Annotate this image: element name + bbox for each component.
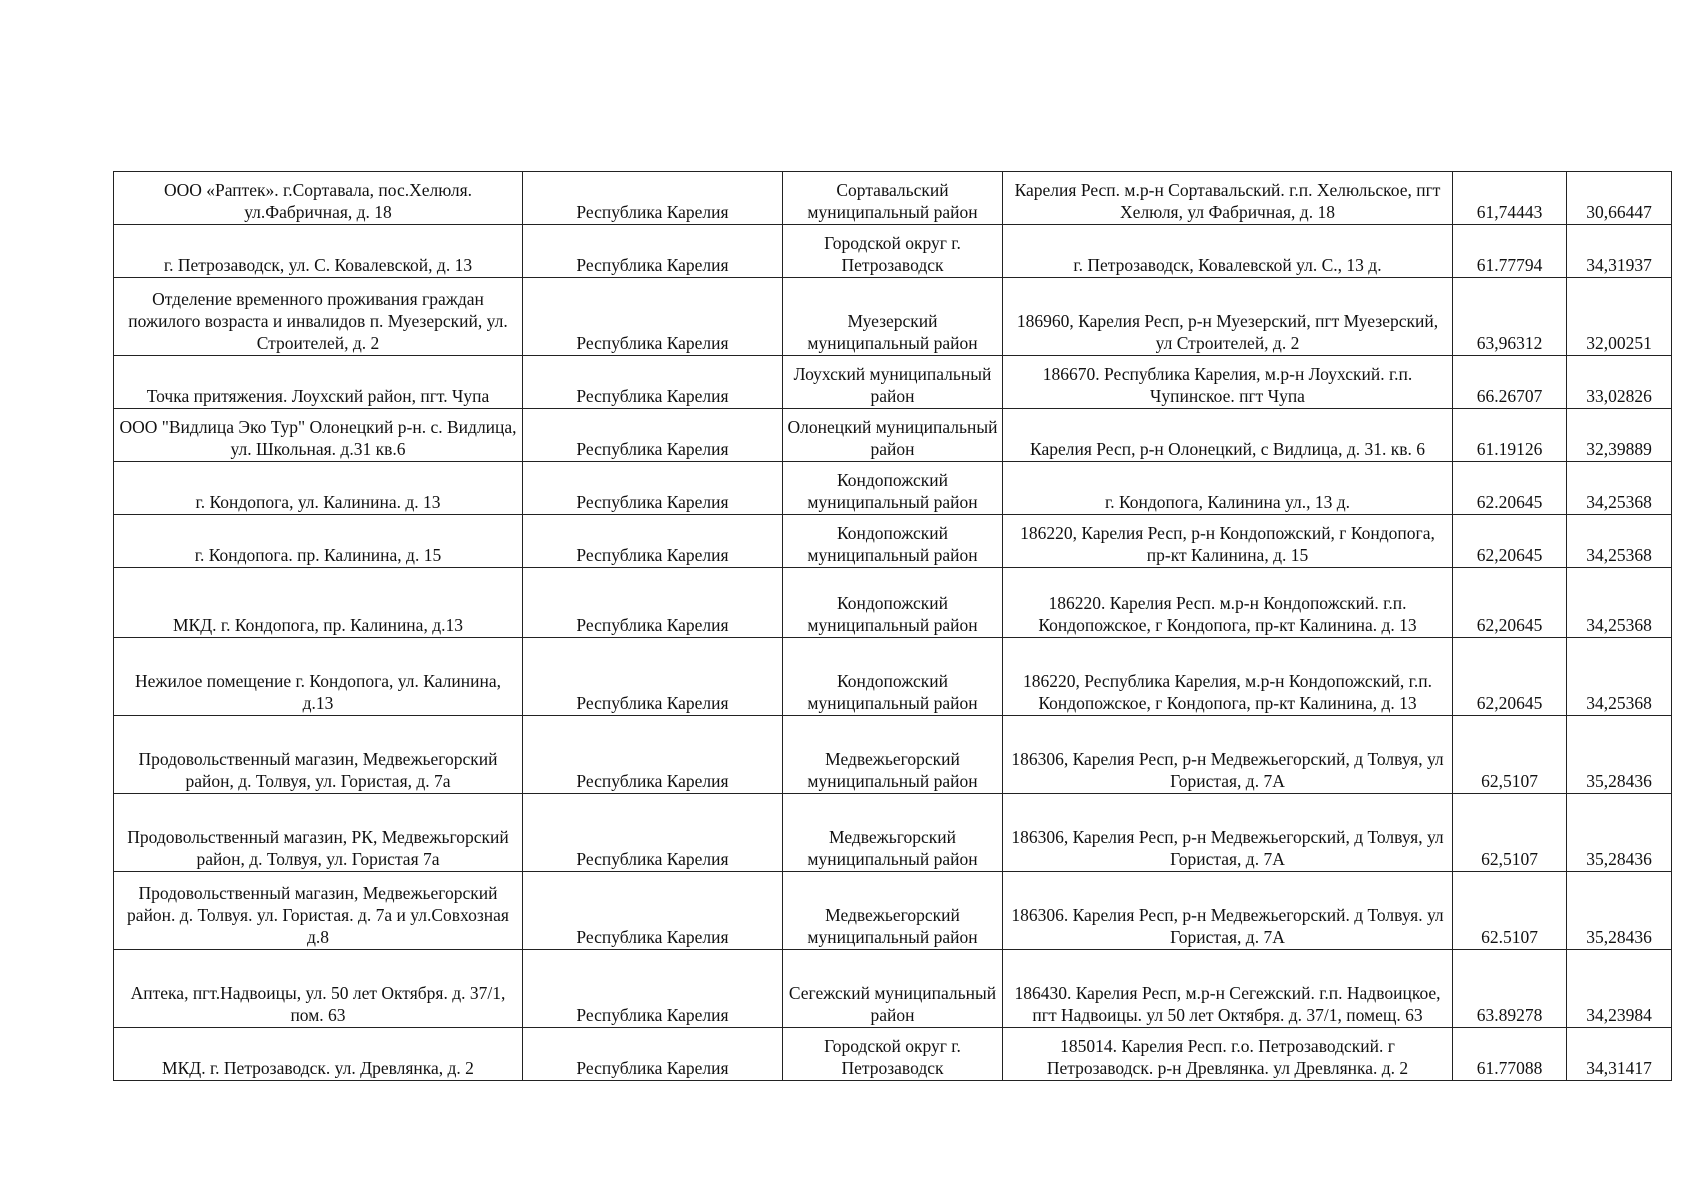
cell-latitude: 63,96312 xyxy=(1453,278,1567,356)
cell-latitude: 61.19126 xyxy=(1453,409,1567,462)
table-row xyxy=(114,794,1672,872)
cell-address: 186306. Карелия Респ, р-н Медвежьегорский. д Толвуя. ул Гористая, д. 7А xyxy=(1003,872,1453,950)
cell-longitude: 32,00251 xyxy=(1567,278,1672,356)
cell-region: Республика Карелия xyxy=(523,950,783,1028)
cell-district: Сортавальский муниципальный район xyxy=(783,172,1003,225)
cell-district: Кондопожский муниципальный район xyxy=(783,515,1003,568)
cell-longitude: 32,39889 xyxy=(1567,409,1672,462)
cell-longitude: 34,31937 xyxy=(1567,225,1672,278)
cell-name: г. Кондопога. пр. Калинина, д. 15 xyxy=(114,515,523,568)
cell-longitude: 34,31417 xyxy=(1567,1028,1672,1081)
cell-address: Карелия Респ. м.р-н Сортавальский. г.п. Хелюльское, пгт Хелюля, ул Фабричная, д. 18 xyxy=(1003,172,1453,225)
cell-latitude: 63.89278 xyxy=(1453,950,1567,1028)
cell-latitude: 62,5107 xyxy=(1453,716,1567,794)
table-row xyxy=(114,716,1672,794)
cell-longitude: 34,25368 xyxy=(1567,638,1672,716)
cell-address: 186306, Карелия Респ, р-н Медвежьегорский, д Толвуя, ул Гористая, д. 7А xyxy=(1003,716,1453,794)
cell-address: Карелия Респ, р-н Олонецкий, с Видлица, д. 31. кв. 6 xyxy=(1003,409,1453,462)
cell-region: Республика Карелия xyxy=(523,172,783,225)
cell-name: МКД. г. Кондопога, пр. Калинина, д.13 xyxy=(114,568,523,638)
table-row xyxy=(114,638,1672,716)
cell-district: Муезерский муниципальный район xyxy=(783,278,1003,356)
table-row xyxy=(114,409,1672,462)
cell-district: Кондопожский муниципальный район xyxy=(783,462,1003,515)
cell-address: 186220, Карелия Респ, р-н Кондопожский, г Кондопога, пр-кт Калинина, д. 15 xyxy=(1003,515,1453,568)
cell-latitude: 62,20645 xyxy=(1453,568,1567,638)
table-row xyxy=(114,356,1672,409)
cell-region: Республика Карелия xyxy=(523,356,783,409)
cell-name: г. Петрозаводск, ул. С. Ковалевской, д. 13 xyxy=(114,225,523,278)
cell-region: Республика Карелия xyxy=(523,515,783,568)
cell-longitude: 35,28436 xyxy=(1567,872,1672,950)
cell-latitude: 62,20645 xyxy=(1453,638,1567,716)
cell-latitude: 61,74443 xyxy=(1453,172,1567,225)
cell-region: Республика Карелия xyxy=(523,1028,783,1081)
cell-longitude: 33,02826 xyxy=(1567,356,1672,409)
cell-region: Республика Карелия xyxy=(523,409,783,462)
cell-name: Продовольственный магазин, РК, Медвежьгорский район, д. Толвуя, ул. Гористая 7а xyxy=(114,794,523,872)
cell-name: Нежилое помещение г. Кондопога, ул. Калинина, д.13 xyxy=(114,638,523,716)
cell-address: г. Петрозаводск, Ковалевской ул. С., 13 д. xyxy=(1003,225,1453,278)
cell-longitude: 34,25368 xyxy=(1567,515,1672,568)
cell-address: 186960, Карелия Респ, р-н Муезерский, пгт Муезерский, ул Строителей, д. 2 xyxy=(1003,278,1453,356)
cell-region: Республика Карелия xyxy=(523,716,783,794)
cell-address: 185014. Карелия Респ. г.о. Петрозаводский. г Петрозаводск. р-н Древлянка. ул Древлянка. д. 2 xyxy=(1003,1028,1453,1081)
cell-latitude: 62.5107 xyxy=(1453,872,1567,950)
cell-latitude: 61.77088 xyxy=(1453,1028,1567,1081)
cell-latitude: 62,5107 xyxy=(1453,794,1567,872)
cell-region: Республика Карелия xyxy=(523,794,783,872)
cell-address: 186220, Республика Карелия, м.р-н Кондопожский, г.п. Кондопожское, г Кондопога, пр-кт Калинина, д. 13 xyxy=(1003,638,1453,716)
cell-region: Республика Карелия xyxy=(523,872,783,950)
cell-longitude: 34,25368 xyxy=(1567,568,1672,638)
cell-address: 186670. Республика Карелия, м.р-н Лоухский. г.п. Чупинское. пгт Чупа xyxy=(1003,356,1453,409)
cell-region: Республика Карелия xyxy=(523,568,783,638)
records-table xyxy=(113,171,1672,1081)
cell-name: Аптека, пгт.Надвоицы, ул. 50 лет Октября. д. 37/1, пом. 63 xyxy=(114,950,523,1028)
cell-name: Продовольственный магазин, Медвежьегорский район. д. Толвуя. ул. Гористая. д. 7а и ул.Совхозная д.8 xyxy=(114,872,523,950)
cell-district: Олонецкий муниципальный район xyxy=(783,409,1003,462)
table-row xyxy=(114,568,1672,638)
cell-district: Городской округ г. Петрозаводск xyxy=(783,1028,1003,1081)
cell-name: ООО "Видлица Эко Тур" Олонецкий р-н. с. Видлица, ул. Школьная. д.31 кв.6 xyxy=(114,409,523,462)
cell-name: ООО «Раптек». г.Сортавала, пос.Хелюля. ул.Фабричная, д. 18 xyxy=(114,172,523,225)
cell-longitude: 35,28436 xyxy=(1567,716,1672,794)
cell-name: Отделение временного проживания граждан пожилого возраста и инвалидов п. Муезерский, ул. Строителей, д. 2 xyxy=(114,278,523,356)
table-row xyxy=(114,950,1672,1028)
cell-latitude: 66.26707 xyxy=(1453,356,1567,409)
cell-longitude: 34,23984 xyxy=(1567,950,1672,1028)
cell-longitude: 34,25368 xyxy=(1567,462,1672,515)
table-row xyxy=(114,1028,1672,1081)
table-row xyxy=(114,462,1672,515)
cell-name: Точка притяжения. Лоухский район, пгт. Чупа xyxy=(114,356,523,409)
cell-latitude: 61.77794 xyxy=(1453,225,1567,278)
cell-latitude: 62,20645 xyxy=(1453,515,1567,568)
table-row xyxy=(114,515,1672,568)
cell-district: Сегежский муниципальный район xyxy=(783,950,1003,1028)
cell-district: Лоухский муниципальный район xyxy=(783,356,1003,409)
cell-address: г. Кондопога, Калинина ул., 13 д. xyxy=(1003,462,1453,515)
cell-name: Продовольственный магазин, Медвежьегорский район, д. Толвуя, ул. Гористая, д. 7а xyxy=(114,716,523,794)
table-row xyxy=(114,225,1672,278)
cell-address: 186306, Карелия Респ, р-н Медвежьегорский, д Толвуя, ул Гористая, д. 7А xyxy=(1003,794,1453,872)
cell-region: Республика Карелия xyxy=(523,462,783,515)
cell-address: 186430. Карелия Респ, м.р-н Сегежский. г.п. Надвоицкое, пгт Надвоицы. ул 50 лет Октября. д. 37/1, помещ. 63 xyxy=(1003,950,1453,1028)
cell-longitude: 35,28436 xyxy=(1567,794,1672,872)
cell-district: Медвежьегорский муниципальный район xyxy=(783,716,1003,794)
cell-district: Городской округ г. Петрозаводск xyxy=(783,225,1003,278)
cell-latitude: 62.20645 xyxy=(1453,462,1567,515)
cell-region: Республика Карелия xyxy=(523,225,783,278)
cell-longitude: 30,66447 xyxy=(1567,172,1672,225)
cell-address: 186220. Карелия Респ. м.р-н Кондопожский. г.п. Кондопожское, г Кондопога, пр-кт Калинина. д. 13 xyxy=(1003,568,1453,638)
cell-region: Республика Карелия xyxy=(523,278,783,356)
table-row xyxy=(114,872,1672,950)
cell-district: Медвежьгорский муниципальный район xyxy=(783,794,1003,872)
cell-district: Кондопожский муниципальный район xyxy=(783,568,1003,638)
table-row xyxy=(114,278,1672,356)
cell-name: МКД. г. Петрозаводск. ул. Древлянка, д. 2 xyxy=(114,1028,523,1081)
cell-district: Медвежьегорский муниципальный район xyxy=(783,872,1003,950)
cell-district: Кондопожский муниципальный район xyxy=(783,638,1003,716)
table-row xyxy=(114,172,1672,225)
cell-name: г. Кондопога, ул. Калинина. д. 13 xyxy=(114,462,523,515)
cell-region: Республика Карелия xyxy=(523,638,783,716)
